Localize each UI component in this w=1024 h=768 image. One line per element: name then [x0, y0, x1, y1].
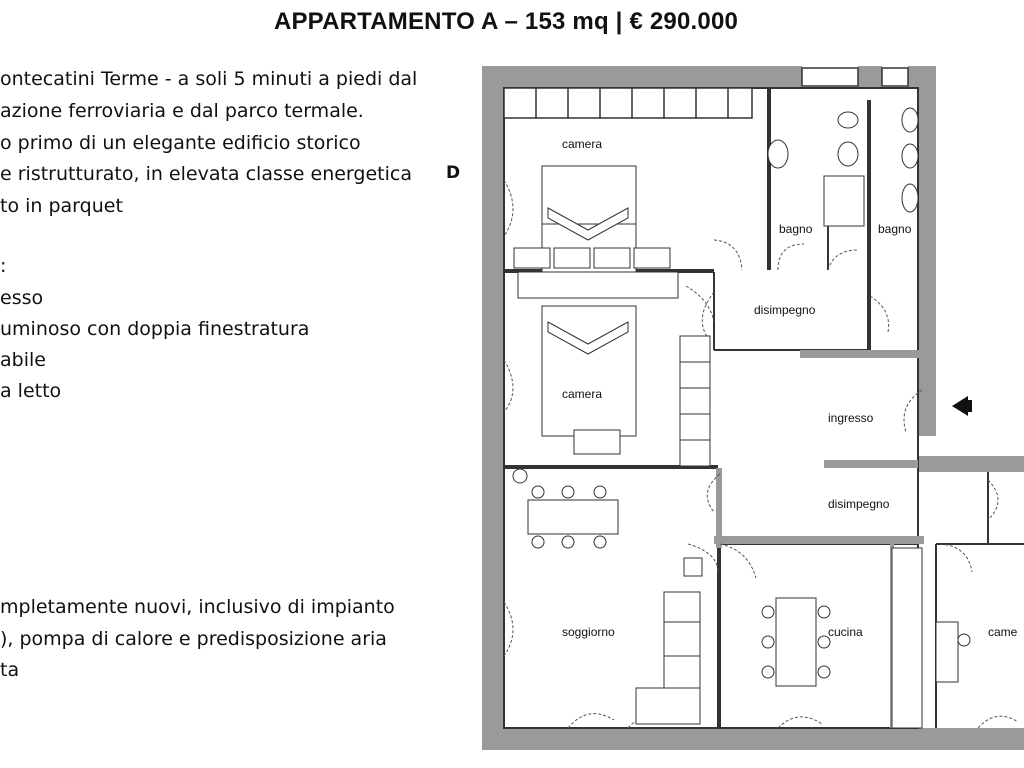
bed-camera-2	[542, 306, 710, 466]
room-label-camera: camera	[562, 137, 603, 151]
description-line: :	[0, 255, 7, 277]
description-line: mpletamente nuovi, inclusivo di impianto	[0, 596, 395, 618]
room-label-bagno: bagno	[878, 222, 912, 236]
description-line: a letto	[0, 380, 62, 402]
room-label-ingresso: ingresso	[828, 411, 874, 425]
bathroom-fixtures	[768, 108, 918, 226]
sofa-soggiorno	[636, 558, 702, 724]
description-line: esso	[0, 287, 44, 309]
description-line: ), pompa di calore e predisposizione aria	[0, 628, 387, 650]
energy-class-badge: D	[446, 163, 461, 183]
room-label-disimpegno: disimpegno	[754, 303, 816, 317]
closet-camera-1	[518, 272, 678, 298]
entrance-arrow-shaft	[966, 400, 972, 412]
room-label-soggiorno: soggiorno	[562, 625, 615, 639]
room-label-cucina: cucina	[828, 625, 863, 639]
room-label-disimpegno: disimpegno	[828, 497, 890, 511]
description-line: ontecatini Terme - a soli 5 minuti a piedi dal	[0, 68, 418, 90]
desk-camera-3	[936, 622, 970, 682]
description-line: ta	[0, 659, 20, 681]
description-line: to in parquet	[0, 195, 123, 217]
description-line: e ristrutturato, in elevata classe energetica	[0, 163, 412, 185]
room-label-bagno: bagno	[779, 222, 813, 236]
room-label-camera: came	[988, 625, 1018, 639]
description-line: o primo di un elegante edificio storico	[0, 132, 361, 154]
floor-plan	[478, 60, 1024, 764]
room-label-camera: camera	[562, 387, 603, 401]
description-line: uminoso con doppia finestratura	[0, 318, 310, 340]
listing-title: APPARTAMENTO A – 153 mq | € 290.000	[273, 8, 739, 35]
description-line: abile	[0, 349, 46, 371]
description-line: azione ferroviaria e dal parco termale.	[0, 100, 364, 122]
listing-description	[0, 62, 470, 762]
dining-table-soggiorno	[513, 469, 618, 548]
entrance-arrow-icon	[952, 396, 968, 416]
